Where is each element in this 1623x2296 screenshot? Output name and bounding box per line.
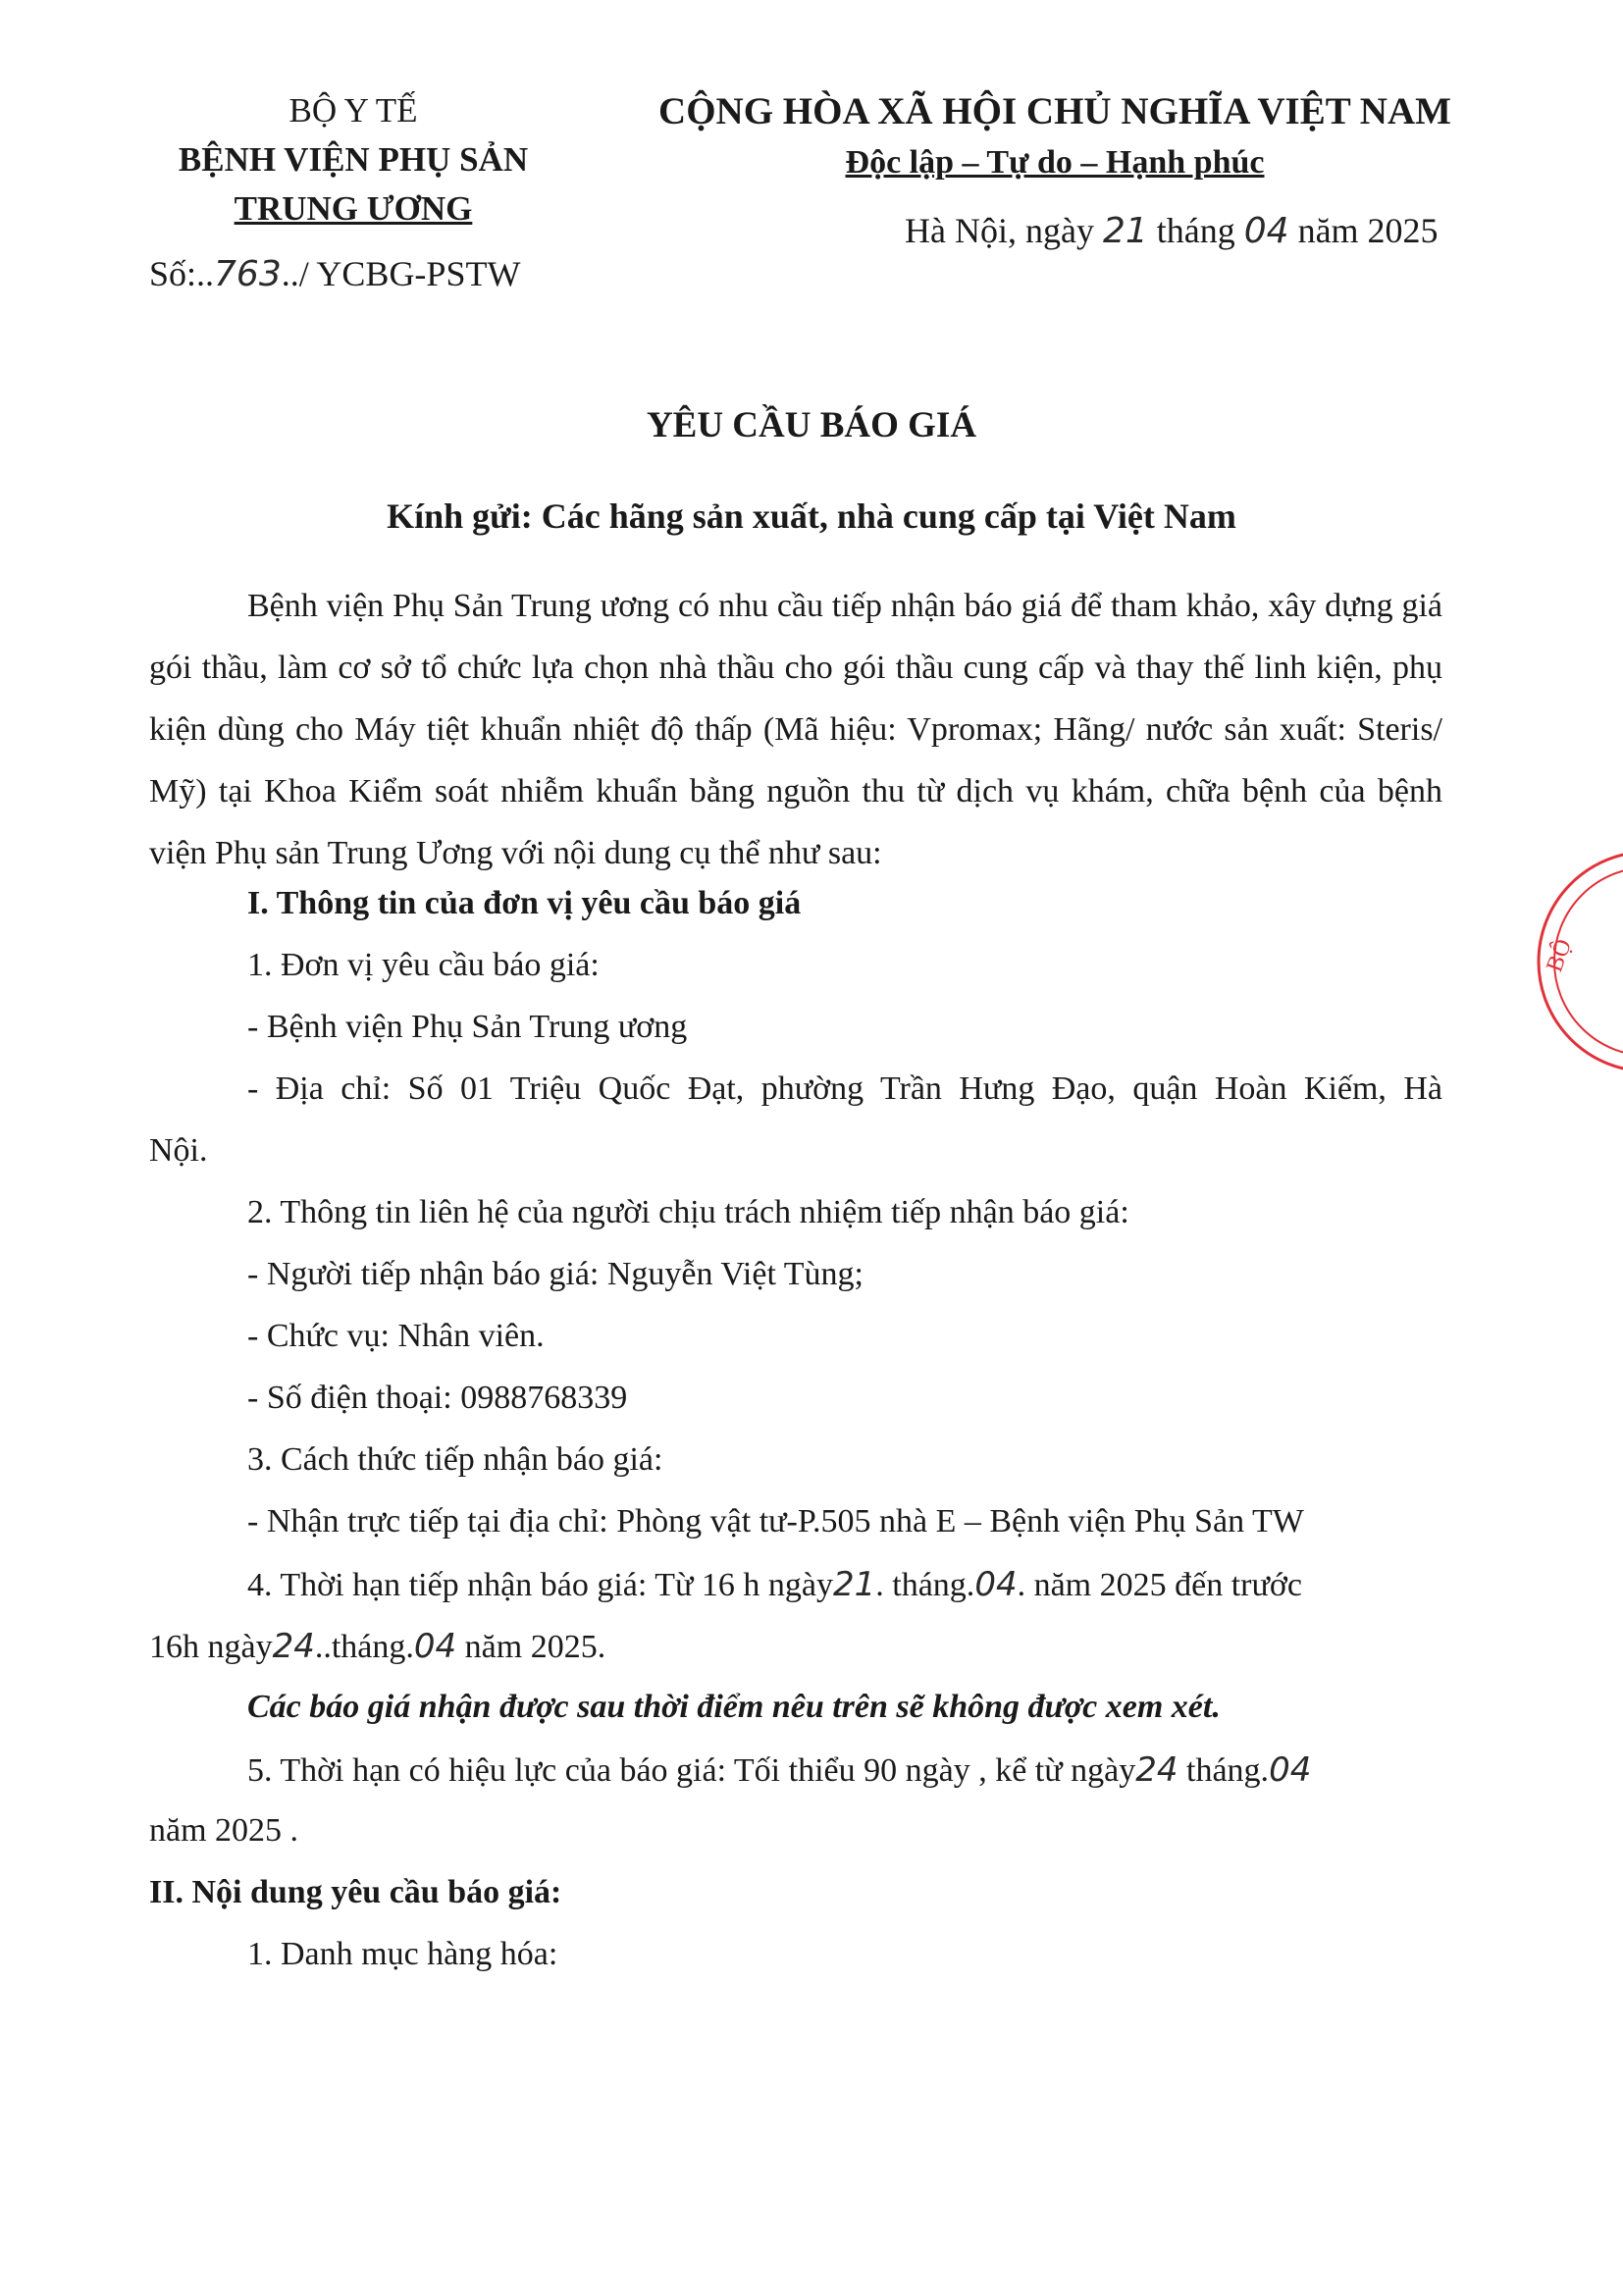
late-submission-note: Các báo giá nhận được sau thời điểm nêu trên sẽ không được xem xét. <box>247 1689 1221 1725</box>
address-line2: Nội. <box>149 1132 208 1169</box>
national-header <box>648 84 1462 186</box>
issue-date <box>905 210 1439 251</box>
date-day-handwritten: 21 <box>1102 211 1148 251</box>
item4-month2-handwritten: 04 <box>413 1627 457 1666</box>
item4-mid1: . tháng. <box>875 1567 975 1603</box>
stamp-text: BỘ <box>1542 935 1578 976</box>
issuer-header <box>147 86 559 234</box>
section1-item2: 2. Thông tin liên hệ của người chịu trách nhiệm tiếp nhận báo giá: <box>247 1194 1129 1230</box>
item5-day-handwritten: 24 <box>1135 1750 1178 1790</box>
date-prefix: Hà Nội, ngày <box>905 211 1094 250</box>
hospital-name-line1: BỆNH VIỆN PHỤ SẢN <box>178 140 529 179</box>
item4-day1-handwritten: 21 <box>833 1565 876 1604</box>
recipient-line: Kính gửi: Các hãng sản xuất, nhà cung cấp tại Việt Nam <box>387 496 1236 536</box>
date-month-label: tháng <box>1156 211 1235 250</box>
item4-line2-suffix: năm 2025. <box>456 1629 606 1665</box>
section2-item1: 1. Danh mục hàng hóa: <box>247 1936 558 1972</box>
date-year: năm 2025 <box>1297 211 1439 250</box>
address-line1: - Địa chỉ: Số 01 Triệu Quốc Đạt, phường Trần Hưng Đạo, quận Hoàn Kiếm, Hà <box>247 1070 1442 1107</box>
section1-item4-line1 <box>247 1565 1302 1604</box>
item4-mid2: . năm 2025 đến trước <box>1017 1567 1302 1603</box>
number-prefix: Số:.. <box>149 254 215 293</box>
item4-prefix: 4. Thời hạn tiếp nhận báo giá: Từ 16 h ngày <box>247 1567 833 1603</box>
item4-mid3: ..tháng. <box>314 1629 414 1665</box>
hospital-name-line2: TRUNG ƯƠNG <box>234 189 473 228</box>
country-name: CỘNG HÒA XÃ HỘI CHỦ NGHĨA VIỆT NAM <box>658 90 1451 132</box>
official-stamp <box>1531 844 1623 1079</box>
number-suffix: ../ YCBG-PSTW <box>281 254 521 293</box>
section1-heading: I. Thông tin của đơn vị yêu cầu báo giá <box>247 885 802 921</box>
requesting-unit: - Bệnh viện Phụ Sản Trung ương <box>247 1009 688 1045</box>
item4-line2-prefix: 16h ngày <box>149 1629 273 1665</box>
national-motto: Độc lập – Tự do – Hạnh phúc <box>845 144 1265 181</box>
number-handwritten: 763 <box>214 254 282 294</box>
receiver-position: - Chức vụ: Nhân viên. <box>247 1318 545 1354</box>
section1-item1: 1. Đơn vị yêu cầu báo giá: <box>247 947 600 983</box>
section2-heading: II. Nội dung yêu cầu báo giá: <box>149 1874 562 1910</box>
date-month-handwritten: 04 <box>1243 211 1289 251</box>
item4-month1-handwritten: 04 <box>974 1565 1018 1604</box>
item5-prefix: 5. Thời hạn có hiệu lực của báo giá: Tối thiểu 90 ngày , kể từ ngày <box>247 1752 1136 1789</box>
section1-item3: 3. Cách thức tiếp nhận báo giá: <box>247 1441 663 1478</box>
intro-paragraph: Bệnh viện Phụ Sản Trung ương có nhu cầu tiếp nhận báo giá để tham khảo, xây dựng giá gói thầu, làm cơ sở tổ chức lựa chọn nhà thầu cho gói thầu cung cấp và thay thế linh kiện, phụ kiện dùng cho Máy tiệt khuẩn nhiệt độ thấp (Mã hiệu: Vpromax; Hãng/ nước sản xuất: Steris/ Mỹ) tại Khoa Kiểm soát nhiễm khuẩn bằng nguồn thu từ dịch vụ khám, chữa bệnh của bệnh viện Phụ sản Trung Ương với nội dung cụ thể như sau: <box>149 588 1442 871</box>
section1-item5-line2: năm 2025 . <box>149 1812 299 1849</box>
item5-mid: tháng. <box>1178 1752 1270 1789</box>
document-title: YÊU CẦU BÁO GIÁ <box>646 405 977 445</box>
section1-item4-line2 <box>149 1627 605 1666</box>
item5-month-handwritten: 04 <box>1269 1750 1312 1790</box>
ministry-name: BỘ Y TẾ <box>288 91 418 130</box>
receiver-phone: - Số điện thoại: 0988768339 <box>247 1380 628 1416</box>
item4-day2-handwritten: 24 <box>272 1627 315 1666</box>
document-number <box>149 253 520 294</box>
receiving-method: - Nhận trực tiếp tại địa chỉ: Phòng vật tư-P.505 nhà E – Bệnh viện Phụ Sản TW <box>247 1503 1304 1539</box>
section1-item5-line1 <box>247 1750 1311 1790</box>
receiver-name: - Người tiếp nhận báo giá: Nguyễn Việt Tùng; <box>247 1256 864 1292</box>
